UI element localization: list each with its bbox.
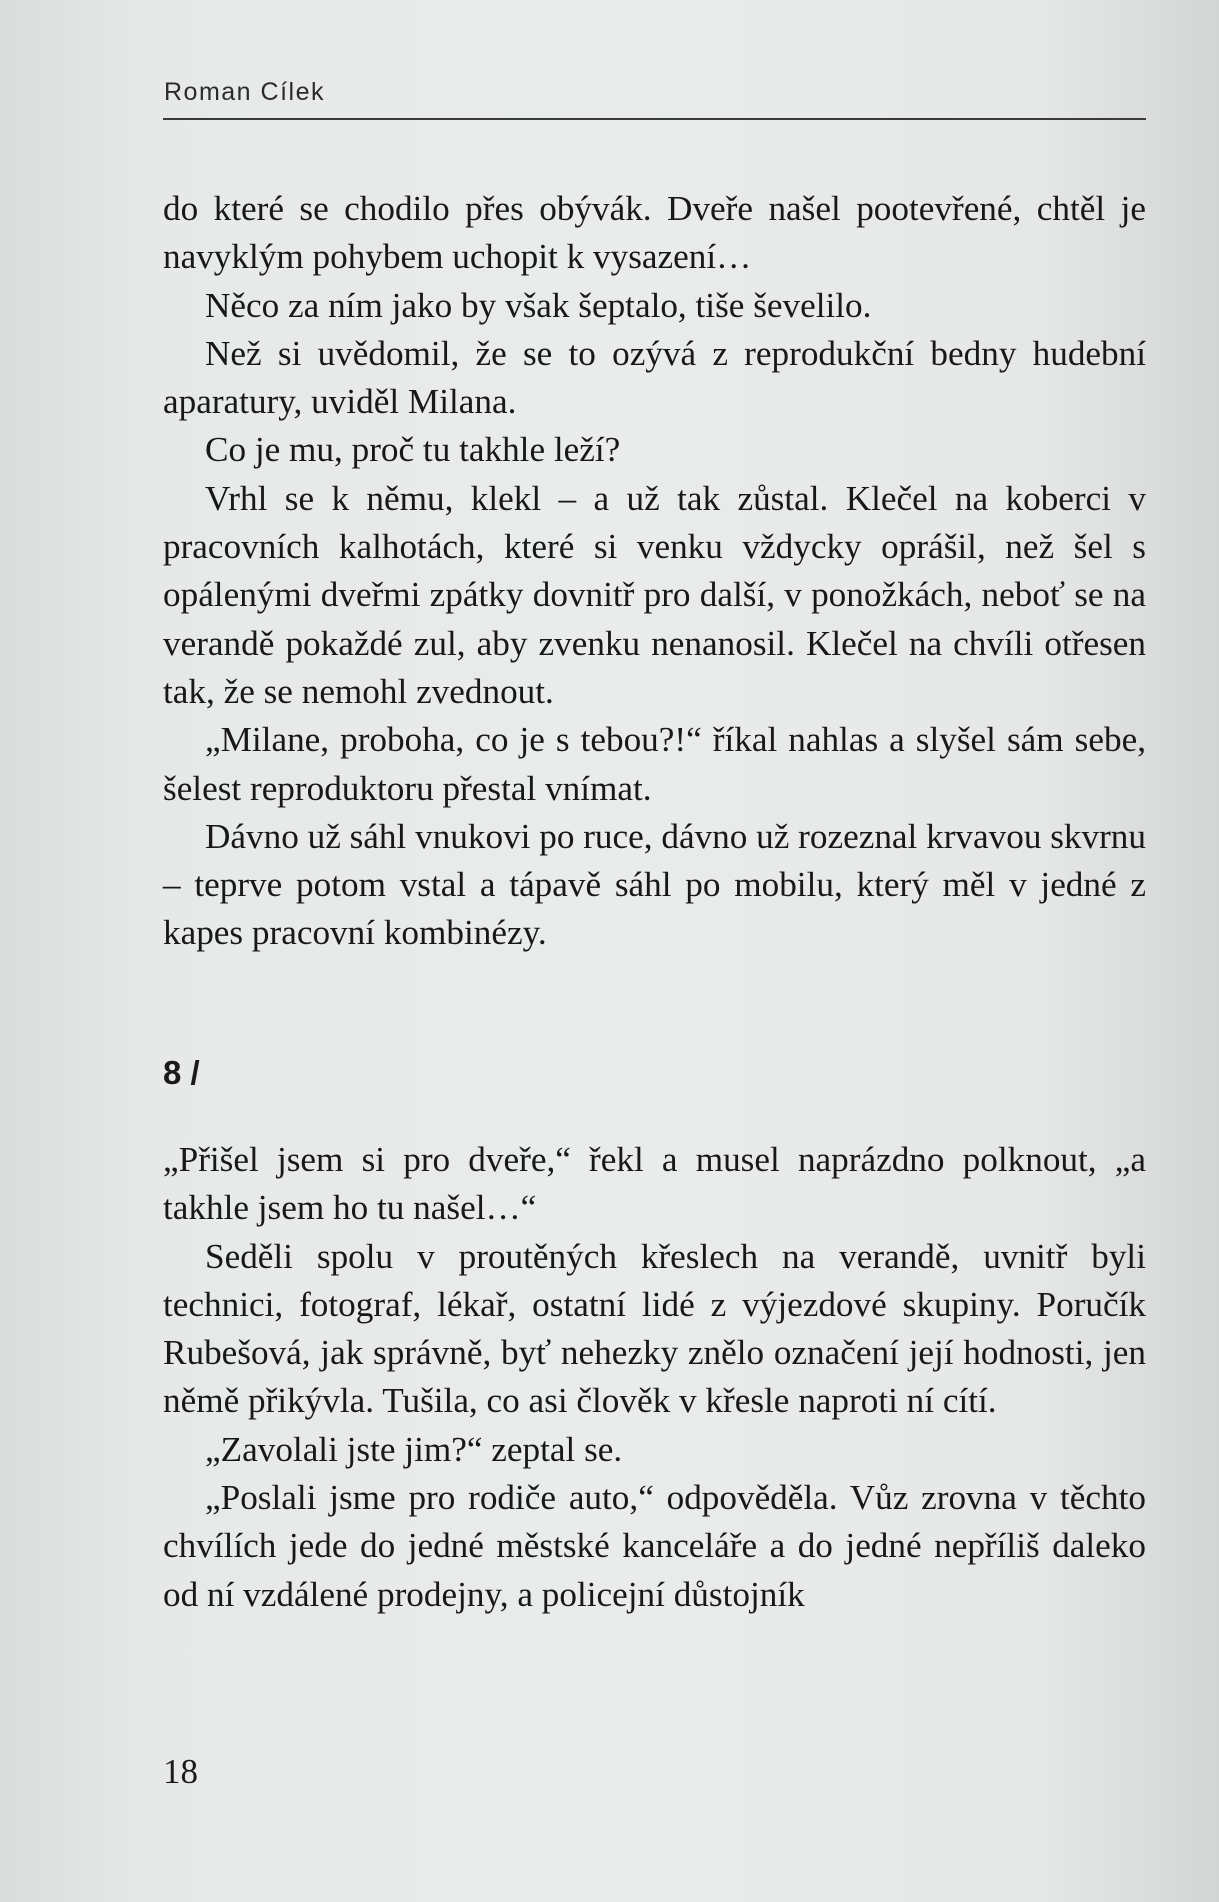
paragraph: Dávno už sáhl vnukovi po ruce, dávno už rozeznal krvavou skvrnu – teprve potom vstal a tápavě sáhl po mobilu, který měl v jedné z kapes pracovní kombinézy.: [163, 816, 1146, 953]
chapter-number: 8 /: [163, 1054, 200, 1091]
paragraph: Seděli spolu v proutěných křeslech na verandě, uvnitř byli technici, fotograf, lékař, ostatní lidé z výjezdové skupiny. Poručík Rubešová, jak správně, byť nehezky znělo označení její hodnosti, jen němě přikývla. Tušila, co asi člověk v křesle naproti ní cítí.: [163, 1236, 1146, 1421]
paragraph: „Přišel jsem si pro dveře,“ řekl a musel naprázdno polknout, „a takhle jsem ho tu našel…“: [163, 1140, 1146, 1228]
running-head: Roman Cílek: [164, 78, 325, 106]
paragraph: „Milane, proboha, co je s tebou?!“ říkal nahlas a slyšel sám sebe, šelest reproduktoru přestal vnímat.: [163, 720, 1146, 808]
paragraph: „Poslali jsme pro rodiče auto,“ odpověděla. Vůz zrovna v těchto chvílích jede do jedné městské kanceláře a do jedné nepříliš daleko od ní vzdálené prodejny, a policejní důstojník: [163, 1478, 1146, 1614]
paragraph: „Zavolali jste jim?“ zeptal se.: [205, 1429, 623, 1469]
paragraph: Něco za ním jako by však šeptalo, tiše ševelilo.: [205, 285, 872, 325]
paragraph: Co je mu, proč tu takhle leží?: [205, 430, 621, 470]
paragraph: Vrhl se k němu, klekl – a už tak zůstal. Klečel na koberci v pracovních kalhotách, které si venku vždycky oprášil, než šel s opálenými dveřmi zpátky dovnitř pro další, v ponožkách, neboť se na verandě pokaždé zul, aby zvenku nenanosil. Klečel na chvíli otřesen tak, že se nemohl zvednout.: [163, 478, 1146, 711]
page-number: 18: [163, 1752, 198, 1791]
header-rule: [163, 118, 1146, 120]
body-text-section-2: [163, 1136, 1146, 1619]
paragraph: Než si uvědomil, že se to ozývá z reprodukční bedny hudební aparatury, uviděl Milana.: [163, 333, 1146, 422]
body-text-section-1: [163, 185, 1146, 958]
paragraph: do které se chodilo přes obývák. Dveře našel pootevřené, chtěl je navyklým pohybem uchopit k vysazení…: [163, 189, 1146, 277]
